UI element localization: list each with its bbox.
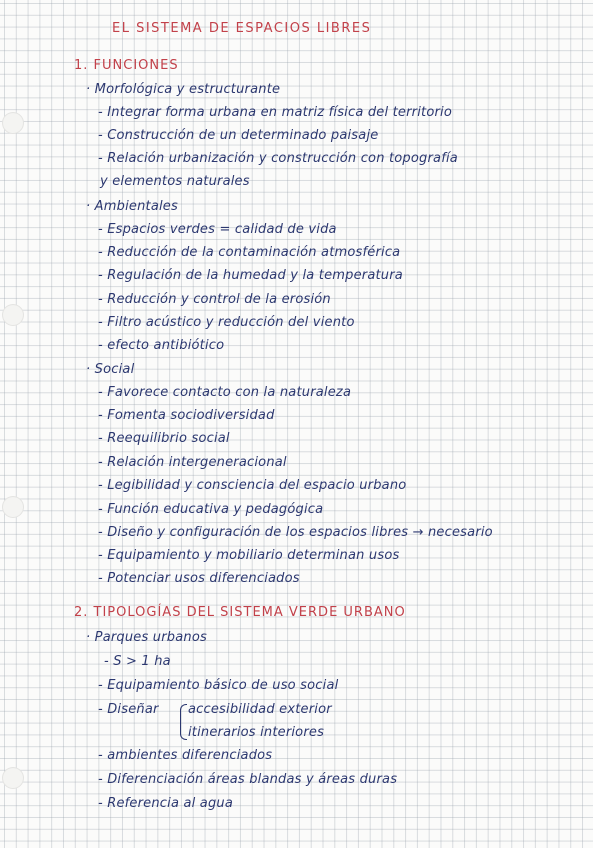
list-item: - Equipamiento y mobiliario determinan usos bbox=[98, 548, 400, 563]
list-subitem: itinerarios interiores bbox=[188, 725, 325, 740]
subheading-ambientales: · Ambientales bbox=[86, 199, 178, 214]
section-heading-tipologias: 2. TIPOLOGÍAS DEL SISTEMA VERDE URBANO bbox=[74, 605, 406, 620]
list-item: - efecto antibiótico bbox=[98, 338, 225, 353]
list-item: - Relación urbanización y construcción con topografía bbox=[98, 151, 458, 166]
binder-hole bbox=[2, 304, 24, 326]
list-item: - ambientes diferenciados bbox=[98, 748, 273, 763]
list-item: - Favorece contacto con la naturaleza bbox=[98, 385, 352, 400]
curly-brace bbox=[180, 704, 187, 740]
list-item: - Diseño y configuración de los espacios libres → necesario bbox=[98, 525, 493, 540]
list-item: - S > 1 ha bbox=[104, 654, 171, 669]
page-title: EL SISTEMA DE ESPACIOS LIBRES bbox=[112, 21, 372, 36]
subheading-parques: · Parques urbanos bbox=[86, 630, 207, 645]
binder-hole bbox=[2, 767, 24, 789]
list-item: - Construcción de un determinado paisaje bbox=[98, 128, 379, 143]
section-heading-funciones: 1. FUNCIONES bbox=[74, 58, 179, 73]
list-item: - Función educativa y pedagógica bbox=[98, 502, 324, 517]
list-item: - Reequilibrio social bbox=[98, 431, 230, 446]
binder-hole bbox=[2, 496, 24, 518]
list-item: - Relación intergeneracional bbox=[98, 455, 287, 470]
list-item: - Regulación de la humedad y la temperatura bbox=[98, 268, 403, 283]
list-item: - Reducción de la contaminación atmosférica bbox=[98, 245, 401, 260]
list-item: - Potenciar usos diferenciados bbox=[98, 571, 300, 586]
list-item: - Diseñar bbox=[98, 702, 159, 717]
binder-hole bbox=[2, 112, 24, 134]
list-item: y elementos naturales bbox=[100, 174, 250, 189]
subheading-morfologica: · Morfológica y estructurante bbox=[86, 82, 281, 97]
list-item: - Diferenciación áreas blandas y áreas duras bbox=[98, 772, 398, 787]
subheading-social: · Social bbox=[86, 362, 135, 377]
list-subitem: accesibilidad exterior bbox=[188, 702, 332, 717]
list-item: - Reducción y control de la erosión bbox=[98, 292, 331, 307]
list-item: - Espacios verdes = calidad de vida bbox=[98, 222, 337, 237]
list-item: - Legibilidad y consciencia del espacio urbano bbox=[98, 478, 407, 493]
binder-holes bbox=[0, 0, 30, 848]
list-item: - Referencia al agua bbox=[98, 796, 234, 811]
list-item: - Equipamiento básico de uso social bbox=[98, 678, 339, 693]
list-item: - Filtro acústico y reducción del viento bbox=[98, 315, 355, 330]
list-item: - Integrar forma urbana en matriz física del territorio bbox=[98, 105, 452, 120]
list-item: - Fomenta sociodiversidad bbox=[98, 408, 275, 423]
